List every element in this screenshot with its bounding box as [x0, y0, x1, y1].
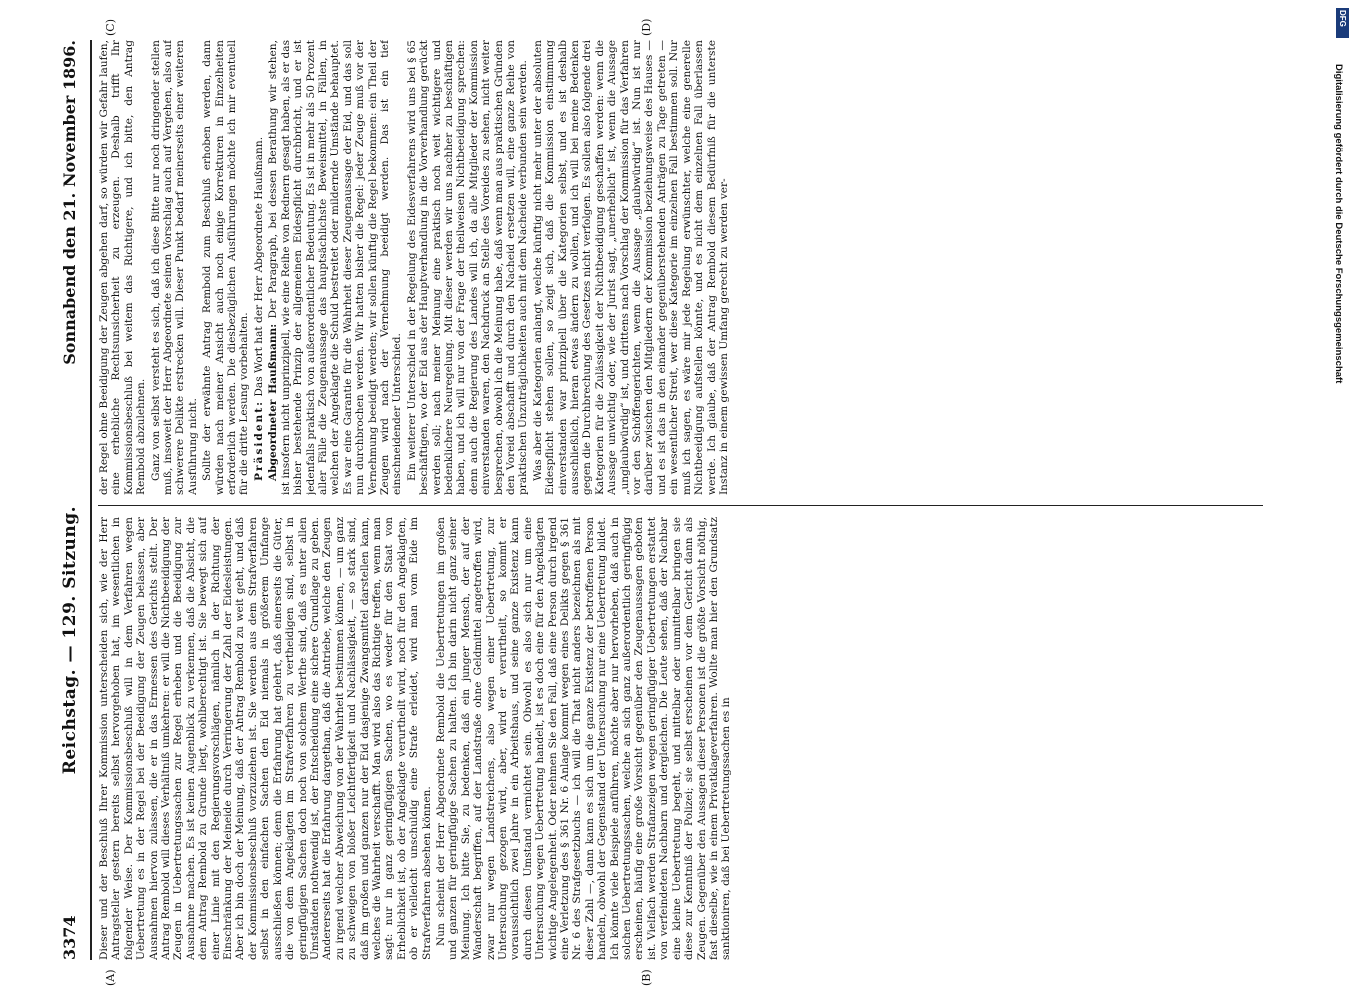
paragraph: Dieser und der Beschluß Ihrer Kommission unterscheiden sich, wie der Herr Antragsteller gestern bereits selbst hervorgehoben hat, im wesentlichen in folgender Weise. Der Kommissionsbeschluß will in dem Verfahren wegen Uebertretung es in der Regel bei der Beeidigung der Zeugen belassen, aber Ausnahmen hiervon zulassen, die er in das Ermessen des Gerichts stellt. Der Antrag Rembold will dieses Verhältniß umkehren: er will die Nichtbeeidigung der Zeugen in Uebertretungssachen zur Regel erheben und die Beeidigung zur Ausnahme machen. Es ist keinen Augenblick zu verkennen, daß die Absicht, die dem Antrag Rembold zu Grunde liegt, wohlberechtigt ist. Sie bewegt sich auf einer Linie mit den Regierungsvorschlägen, nämlich in der Richtung der Einschränkung der Meineide durch Verringerung der Zahl der Eidesleistungen. Aber ich bin doch der Meinung, daß der Antrag Rembold zu weit geht, und daß der Kommissionsbeschluß vorzuziehen ist. Sie werden aus dem Strafverfahren selbst in den einfachen Sachen den Eid niemals in größerem Umfange ausschließen können; denn die Erfahrung hat gelehrt, daß einerseits die Güter, die von dem Angeklagten im Strafverfahren zu vertheidigen sind, selbst in geringfügigen Sachen doch noch von solchem Werthe sind, daß es unter allen Umständen nothwendig ist, der Entscheidung eine sichere Grundlage zu geben. Andererseits hat die Erfahrung dargethan, daß die Antriebe, welche den Zeugen zu irgend welcher Abweichung von der Wahrheit bestimmen können, — um ganz zu schweigen von bloßer Leichtfertigkeit und Nachlässigkeit, — so stark sind, daß im großen und ganzen nur der Eid dasjenige Zwangsmittel darstellen kann, welches die Wahrheit verschafft. Man wird also das Richtige treffen, wenn man sagt: nur in ganz geringfügigen Sachen, wo es weder für den Staat von Erheblichkeit ist, ob der Angeklagte verurtheilt wird, noch für den Angeklagten, ob er vielleicht unschuldig eine Strafe erleidet, wird man vom Eide im Strafverfahren absehen können. [98, 517, 433, 960]
margin-mark-b: (B) [640, 969, 653, 986]
paragraph: Ein weiterer Unterschied in der Regelung des Eidesverfahrens wird uns bei § 65 beschäftigen, wo der Eid aus der Hauptverhandlung in die Vorverhandlung gerückt werden soll; nach meiner Meinung eine praktisch noch weit wichtigere und bedenklichere Neuregelung. Mit dieser werden wir uns nachher zu beschäftigen haben, und ich will nur von der Frage der theilweisen Nichtbeeidigung sprechen: denn auch die Regierung des Landes will ich, da alle Mitglieder der Kommission einverstanden waren, den Nachdruck an Stelle des Voreides zu sehen, nicht weiter besprechen, obwohl ich die Meinung habe, daß wenn man aus praktischen Gründen den Voreid abschafft und durch den Nacheid ersetzen will, eine ganze Reihe von praktischen Unzuträglichkeiten auch mit dem Nacheide verbunden sein werden. [405, 40, 530, 495]
margin-mark-d: (D) [640, 18, 653, 36]
header-rule [90, 40, 92, 960]
speaker-name: Präsident: [252, 399, 265, 481]
page-date: Sonnabend den 21. November 1896. [60, 40, 79, 365]
margin-mark-a: (A) [104, 969, 117, 986]
paragraph: Was aber die Kategorien anlangt, welche künftig nicht mehr unter der absoluten Eidespflicht stehen sollen, so zeigt sich, daß die Kommission einstimmung einverstanden war prinzipiell über die Kategorien selbst, und es ist deshalb ausschließlich, hieran etwas ändern zu wollen, und ich will bei meine Bedenken gegen die Durchbrechung des Gesetzes nicht verfolgen. Es sollen also folgende drei Kategorien für die Zulässigkeit der Nichtbeeidigung geschaffen werden: wenn die Aussage unwichtig oder, wie der Jurist sagt, „unerheblich“ ist, wenn die Aussage „unglaubwürdig“ ist, und drittens nach Vorschlag der Kommission für das Verfahren vor den Schöffengerichten, wenn die Aussage „glaubwürdig“ ist. Nun ist nur darüber zwischen den Mitgliedern der Kommission beziehungsweise des Hauses — und es ist das in den einander gegenüberstehenden Anträgen zu Tage getreten — ein wesentlicher Streit, wer diese Kategorie im einzelnen Fall bestimmen soll. Nur muß ich sagen, es wäre mir jede Regelung erwünschter, welche eine generelle Nichtbeeidigung aufstellen könnte, und es nicht dem einzelnen Fall überlassen werde. Ich glaube, daß der Antrag Rembold diesem Bedürfniß für die unterste Instanz in einem gewissen Umfang gerecht zu werden ver- [531, 40, 730, 495]
digitization-credit: Digitalisierung gefördert durch die Deutsche Forschungsgemeinschaft [1333, 64, 1344, 384]
speaker-paragraph [267, 40, 403, 495]
column-divider [98, 505, 1263, 506]
margin-mark-c: (C) [104, 19, 117, 36]
page-title: Reichstag. — 129. Sitzung. [60, 505, 80, 775]
paragraph: Sollte der erwähnte Antrag Rembold zum Beschluß erhoben werden, dann würden nach meiner Ansicht auch noch einige Korrekturen in Einzelheiten erforderlich werden. Die diesbezüglichen Ausführungen möchte ich mir eventuell für die dritte Lesung vorbehalten. [201, 40, 251, 495]
left-column [98, 517, 1263, 960]
speech-text: Das Wort hat der Herr Abgeordnete Haußmann. [252, 136, 265, 397]
page-number: 3374 [60, 915, 79, 960]
speech-text: Der Paragraph, bei dessen Berathung wir stehen, ist insofern nicht unprinzipiell, wie eine Reihe von Rednern gesagt haben, als er das bisher bestehende Prinzip der allgemeinen Eidespflicht durchbricht, und er ist jedenfalls praktisch von außerordentlicher Bedeutung. Es ist in mehr als 50 Prozent aller Fälle die Zeugenaussage das hauptsächlichste Beweismittel, in Fällen, in welchen der Angeklagte die Schuld bestreitet oder mildernde Umstände behauptet. Es war eine Garantie für die Wahrheit dieser Zeugenaussage der Eid, und das soll nun durchbrochen werden. Wir hatten bisher die Regel: jeder Zeuge muß vor der Vernehmung beeidigt werden; wir sollen künftig die Regel bekommen: ein Theil der Zeugen wird nach der Vernehmung beeidigt werden. Das ist ein tief einschneidender Unterschied. [267, 40, 404, 495]
dfg-logo: DFG [1336, 8, 1349, 38]
speaker-paragraph [253, 40, 265, 495]
speaker-name: Abgeordneter Haußmann: [267, 323, 280, 481]
paragraph: Ganz von selbst versteht es sich, daß ich diese Bitte nur noch dringender stellen muß, insoweit der Herr Abgeordnete seinen Vorschlag auch auf Vergehen, also auf schwerere Delikte erstrecken will. Dieser Punkt bedarf meinerseits einer weiteren Ausführung nicht. [149, 40, 199, 495]
paragraph: der Regel ohne Beeidigung der Zeugen abgehen darf, so würden wir Gefahr laufen, eine erhebliche Rechtsunsicherheit zu erzeugen. Deshalb trifft Ihr Kommissionsbeschluß bei weitem das Richtigere, und ich bitte, den Antrag Rembold abzulehnen. [98, 40, 148, 495]
right-column [98, 40, 1263, 495]
paragraph: Nun scheint der Herr Abgeordnete Rembold die Uebertretungen im großen und ganzen für geringfügige Sachen zu halten. Ich bin darin nicht ganz seiner Meinung. Ich bitte Sie, zu bedenken, daß ein junger Mensch, der auf der Wanderschaft begriffen, auf der Landstraße ohne Geldmittel angetroffen wird, zwar nur wegen Landstreichens, also wegen einer Uebertretung, zur Untersuchung gezogen wird, aber, wird er verurtheilt, so kommt er voraussichtlich zwei Jahre in ein Arbeitshaus, und seine ganze Existenz kann durch diesen Umstand vernichtet sein. Obwohl es also sich nur um eine Untersuchung wegen Uebertretung handelt, ist es doch eine für den Angeklagten wichtige Angelegenheit. Oder nehmen Sie den Fall, daß eine Person durch irgend eine Verletzung des § 361 Nr. 6 Anlage kommt wegen eines Delikts gegen § 361 Nr. 6 des Strafgesetzbuchs — ich will die That nicht anders bezeichnen als mit dieser Zahl —, dann kann es sich um die ganze Existenz der betroffenen Person handeln, obwohl der Gegenstand der Untersuchung nur eine Uebertretung bildet. Ich könnte viele Beispiele anführen, möchte aber nur hervorheben, daß auch in solchen Uebertretungssachen, welche an sich ganz außerordentlich geringfügig erscheinen, häufig eine große Vorsicht gegenüber den Zeugenaussagen geboten ist. Vielfach werden Strafanzeigen wegen geringfügiger Uebertretungen erstattet von verfeindeten Nachbarn und dergleichen. Die Leute sehen, daß der Nachbar eine kleine Uebertretung begeht, und mittelbar oder unmittelbar bringen sie diese zur Kenntniß der Polizei; sie selbst erscheinen vor dem Gericht dann als Zeugen. Gegenüber den Aussagen dieser Personen ist die größte Vorsicht nöthig, fast dieselbe, wie in einem Privatklageverfahren. Wollte man hier den Grundsatz sanktioniren, daß bei Uebertretungssachen es in [434, 517, 733, 960]
page-header [60, 40, 86, 960]
